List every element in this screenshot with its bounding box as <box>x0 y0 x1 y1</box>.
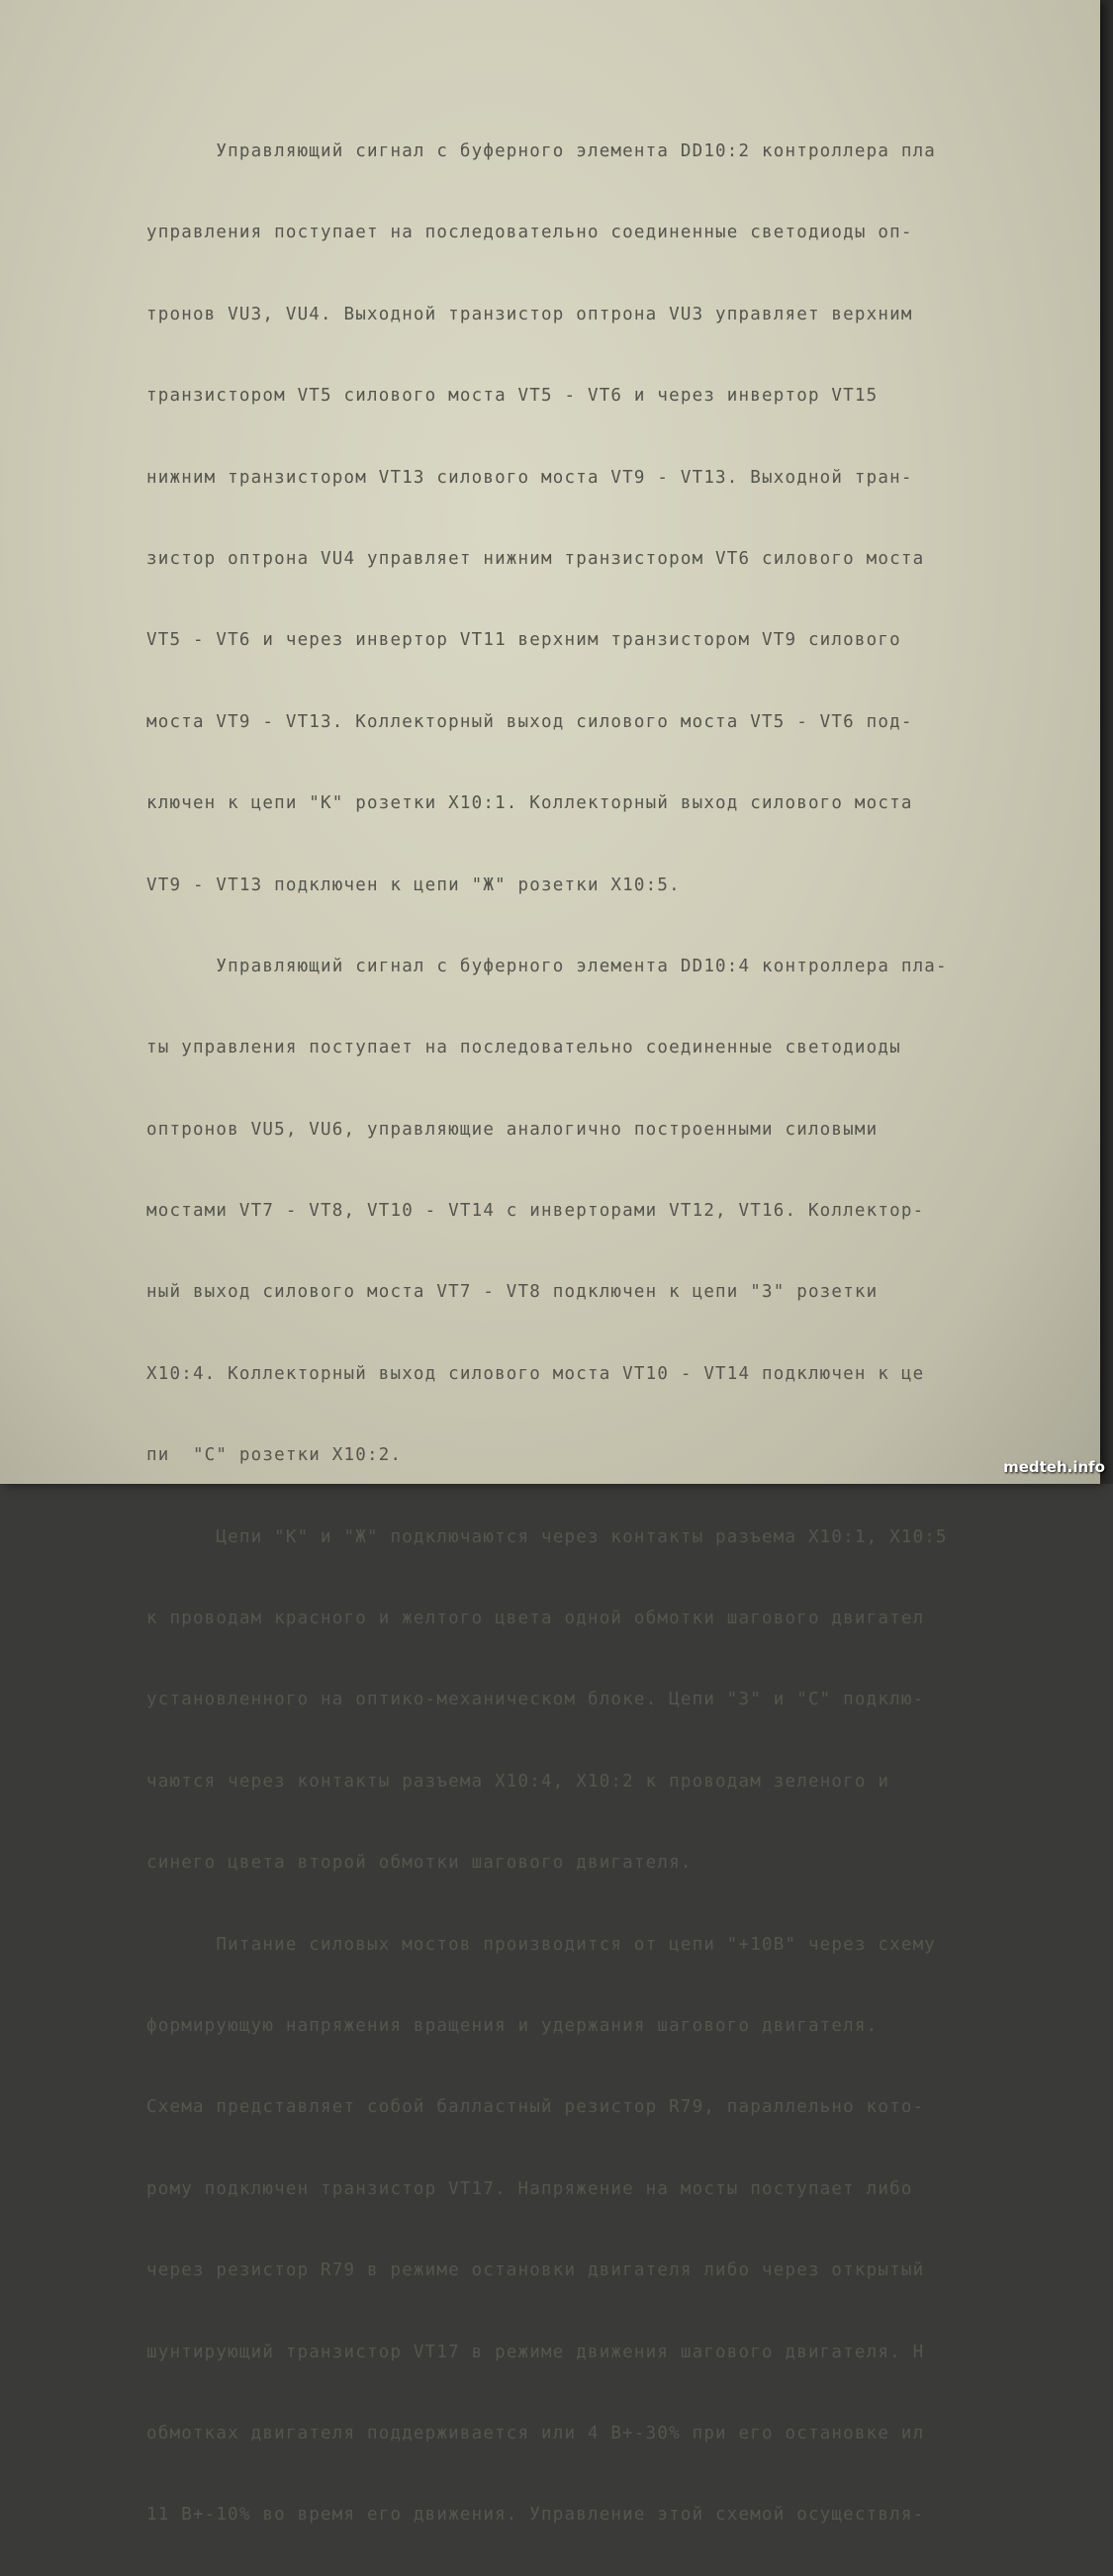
text-line: ты управления поступает на последовательно соединенные светодиоды <box>146 1038 901 1058</box>
watermark: medteh.info <box>1003 1458 1105 1476</box>
text-line: VT9 - VT13 подключен к цепи "Ж" розетки X10:5. <box>146 874 681 895</box>
text-line: ключен к цепи "К" розетки X10:1. Коллекторный выход силового моста <box>146 793 913 814</box>
text-line: оптронов VU5, VU6, управляющие аналогично построенными силовыми <box>146 1119 879 1140</box>
text-line: 11 В+-10% во время его движения. Управление этой схемой осуществля- <box>146 2505 925 2526</box>
text-line: обмотках двигателя поддерживается или 4 В+-30% при его остановке ил <box>146 2423 925 2443</box>
text-line: моста VT9 - VT13. Коллекторный выход силового моста VT5 - VT6 под- <box>146 711 913 732</box>
text-line: мостами VT7 - VT8, VT10 - VT14 с инверторами VT12, VT16. Коллектор- <box>146 1201 925 1222</box>
text-line: пи "С" розетки X10:2. <box>146 1445 403 1466</box>
text-line: установленного на оптико-механическом блоке. Цепи "З" и "С" подклю- <box>146 1690 925 1710</box>
text-line: зистор оптрона VU4 управляет нижним транзистором VT6 силового моста <box>146 548 925 569</box>
text-line: Цепи "К" и "Ж" подключаются через контакты разъема X10:1, X10:5 <box>146 1526 948 1547</box>
text-line: X10:4. Коллекторный выход силового моста VT10 - VT14 подключен к це <box>146 1363 925 1384</box>
text-line: чаются через контакты разъема X10:4, X10:2 к проводам зеленого и <box>146 1771 890 1792</box>
text-line: тронов VU3, VU4. Выходной транзистор оптрона VU3 управляет верхним <box>146 304 913 324</box>
text-line: Питание силовых мостов производится от цепи "+10В" через схему <box>146 1934 937 1955</box>
text-line: VT5 - VT6 и через инвертор VT11 верхним транзистором VT9 силового <box>146 630 901 651</box>
text-line: синего цвета второй обмотки шагового двигателя. <box>146 1853 693 1874</box>
text-line: нижним транзистором VT13 силового моста VT9 - VT13. Выходной тран- <box>146 467 913 488</box>
text-line: к проводам красного и желтого цвета одной обмотки шагового двигател <box>146 1609 925 1629</box>
text-line: Управляющий сигнал с буферного элемента DD10:4 контроллера пла- <box>146 956 948 976</box>
text-line: через резистор R79 в режиме остановки двигателя либо через открытый <box>146 2260 925 2281</box>
text-line: формирующую напряжения вращения и удержания шагового двигателя. <box>146 2015 879 2036</box>
document-text <box>146 91 1071 2576</box>
text-line: Управляющий сигнал с буферного элемента DD10:2 контроллера пла <box>146 141 937 161</box>
text-line: Схема представляет собой балластный резистор R79, параллельно кото- <box>146 2097 925 2118</box>
text-line: управления поступает на последовательно соединенные светодиоды оп- <box>146 223 913 243</box>
text-line: ный выход силового моста VT7 - VT8 подключен к цепи "З" розетки <box>146 1282 879 1303</box>
text-line: шунтирующий транзистор VT17 в режиме движения шагового двигателя. Н <box>146 2342 925 2362</box>
text-line: транзистором VT5 силового моста VT5 - VT6 и через инвертор VT15 <box>146 386 879 407</box>
text-line: рому подключен транзистор VT17. Напряжение на мосты поступает либо <box>146 2178 913 2199</box>
